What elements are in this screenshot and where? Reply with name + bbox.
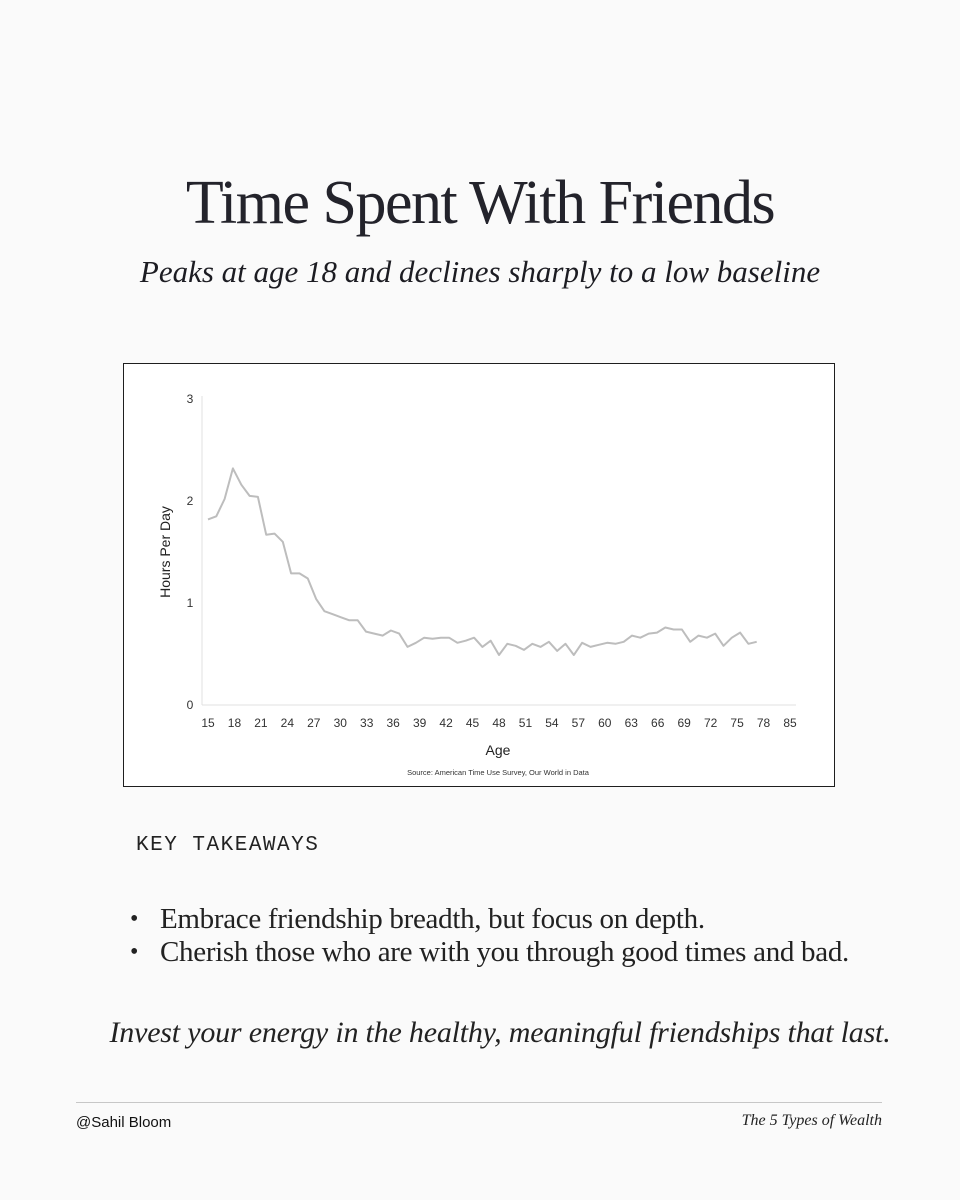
x-tick-label: 60 (598, 716, 612, 730)
x-tick-label: 33 (360, 716, 374, 730)
x-axis-label: Age (485, 742, 511, 758)
x-tick-label: 85 (783, 716, 797, 730)
brand-logo: The 5 Types of Wealth (741, 1112, 882, 1129)
x-tick-label: 63 (624, 716, 638, 730)
takeaways-list (130, 903, 849, 969)
page-subtitle: Peaks at age 18 and declines sharply to a low baseline (139, 254, 821, 289)
x-tick-label: 54 (545, 716, 559, 730)
x-tick-label: 48 (492, 716, 506, 730)
footer-divider (76, 1102, 882, 1103)
x-tick-label: 21 (254, 716, 268, 730)
x-tick-label: 24 (280, 716, 295, 730)
x-tick-label: 42 (439, 716, 453, 730)
x-tick-label: 72 (703, 716, 718, 730)
author-handle: @Sahil Bloom (76, 1114, 172, 1131)
key-takeaways-heading: KEY TAKEAWAYS (136, 834, 320, 857)
x-tick-label: 75 (730, 716, 744, 730)
y-tick-label: 3 (186, 392, 194, 406)
x-tick-label: 45 (465, 716, 480, 730)
y-tick-label: 0 (186, 698, 194, 712)
x-tick-label: 15 (201, 716, 215, 730)
x-tick-label: 30 (333, 716, 347, 730)
series-line (208, 468, 757, 655)
page-title: Time Spent With Friends (185, 169, 775, 237)
takeaway-item: • Cherish those who are with you through good times and bad. (130, 936, 849, 969)
takeaway-item: • Embrace friendship breadth, but focus on depth. (130, 903, 849, 936)
x-tick-label: 69 (677, 716, 691, 730)
chart-frame (123, 363, 835, 787)
x-tick-label: 66 (651, 716, 665, 730)
line-chart (124, 364, 834, 786)
x-tick-label: 36 (386, 716, 400, 730)
y-tick-label: 2 (186, 494, 194, 508)
x-tick-label: 78 (756, 716, 771, 730)
y-tick-label: 1 (186, 596, 194, 610)
closing-statement: Invest your energy in the healthy, meaningful friendships that last. (109, 1016, 891, 1049)
x-tick-label: 18 (227, 716, 242, 730)
y-axis-label: Hours Per Day (157, 506, 173, 598)
x-tick-label: 27 (307, 716, 321, 730)
chart-source-note: Source: American Time Use Survey, Our World in Data (407, 768, 589, 777)
x-tick-label: 57 (571, 716, 586, 730)
x-tick-label: 39 (412, 716, 427, 730)
x-tick-label: 51 (518, 716, 533, 730)
